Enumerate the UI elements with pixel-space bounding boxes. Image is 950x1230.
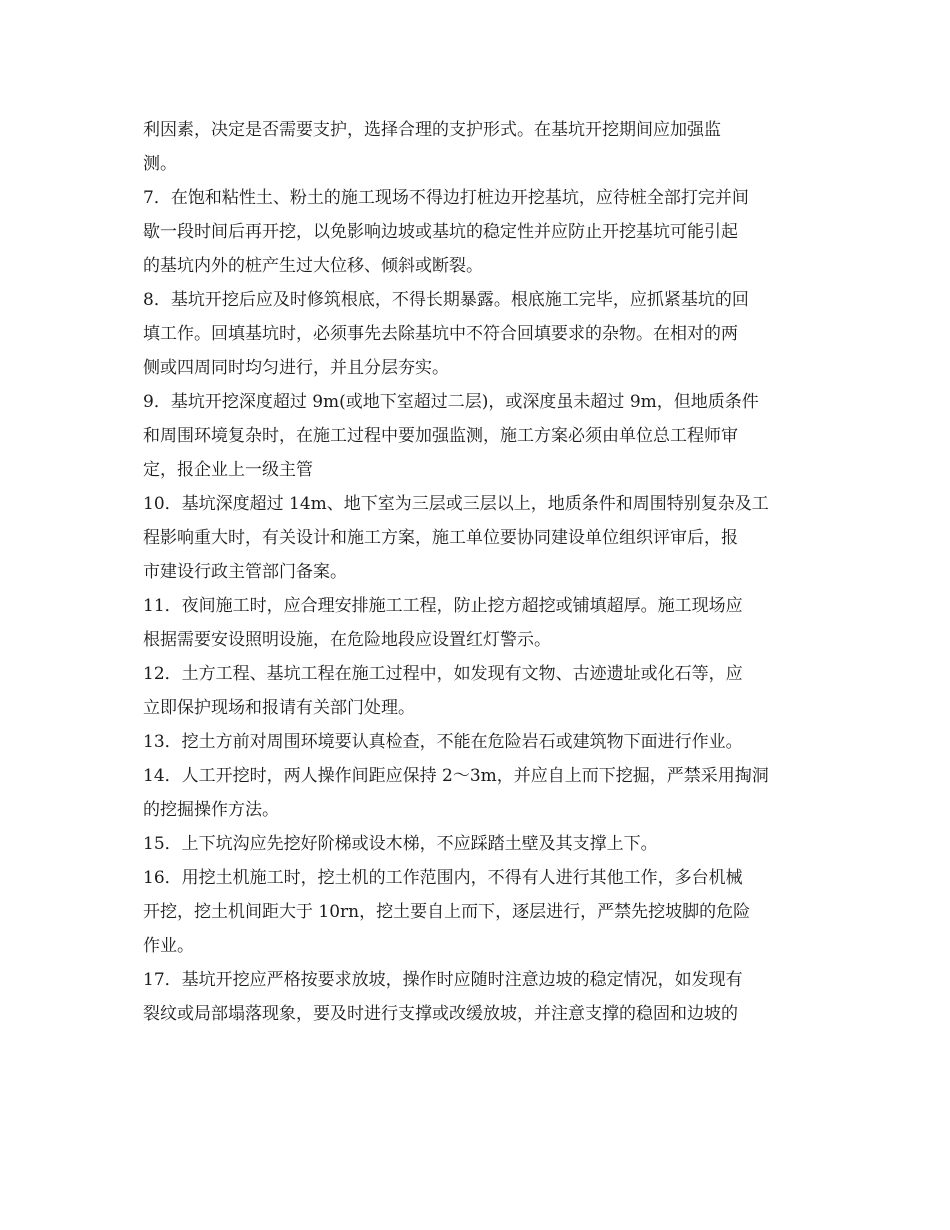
paragraph-item-8 [143,283,815,385]
paragraph-item-10 [143,487,815,589]
text-line: 利因素，决定是否需要支护，选择合理的支护形式。在基坑开挖期间应加强监 [143,120,721,140]
text-line: 10．基坑深度超过 14m、地下室为三层或三层以上，地质条件和周围特别复杂及工 [143,494,769,514]
paragraph-item-16 [143,861,815,963]
text-line: 测。 [143,154,177,174]
text-line: 的基坑内外的桩产生过大位移、倾斜或断裂。 [143,256,483,276]
paragraph-continuation [143,113,815,181]
text-line: 裂纹或局部塌落现象，要及时进行支撑或改缓放坡，并注意支撑的稳固和边坡的 [143,1004,738,1024]
paragraph-item-17 [143,963,815,1031]
text-line: 作业。 [143,936,194,956]
document-body [143,113,815,1031]
text-line: 的挖掘操作方法。 [143,800,279,820]
text-line: 7．在饱和粘性土、粉土的施工现场不得边打桩边开挖基坑，应待桩全部打完并间 [143,188,749,208]
text-line: 17．基坑开挖应严格按要求放坡，操作时应随时注意边坡的稳定情况，如发现有 [143,970,743,990]
paragraph-item-15 [143,827,815,861]
text-line: 8．基坑开挖后应及时修筑根底，不得长期暴露。根底施工完毕，应抓紧基坑的回 [143,290,749,310]
text-line: 定，报企业上一级主管 [143,460,313,480]
paragraph-item-7 [143,181,815,283]
text-line: 14．人工开挖时，两人操作间距应保持 2～3m，并应自上而下挖掘，严禁采用掏洞 [143,766,769,786]
text-line: 歇一段时间后再开挖，以免影响边坡或基坑的稳定性并应防止开挖基坑可能引起 [143,222,738,242]
text-line: 填工作。回填基坑时，必须事先去除基坑中不符合回填要求的杂物。在相对的两 [143,324,738,344]
text-line: 立即保护现场和报请有关部门处理。 [143,698,415,718]
paragraph-item-12 [143,657,815,725]
paragraph-item-14 [143,759,815,827]
text-line: 13．挖土方前对周围环境要认真检查，不能在危险岩石或建筑物下面进行作业。 [143,732,743,752]
text-line: 根据需要安设照明设施，在危险地段应设置红灯警示。 [143,630,551,650]
paragraph-item-9 [143,385,815,487]
text-line: 9．基坑开挖深度超过 9m(或地下室超过二层)，或深度虽未超过 9m，但地质条件 [143,392,759,412]
paragraph-item-11 [143,589,815,657]
text-line: 16．用挖土机施工时，挖土机的工作范围内，不得有人进行其他工作，多台机械 [143,868,743,888]
text-line: 15．上下坑沟应先挖好阶梯或设木梯，不应踩踏土壁及其支撑上下。 [143,834,658,854]
text-line: 11．夜间施工时，应合理安排施工工程，防止挖方超挖或铺填超厚。施工现场应 [143,596,743,616]
text-line: 开挖，挖土机间距大于 10rn，挖土要自上而下，逐层进行，严禁先挖坡脚的危险 [143,902,751,922]
text-line: 12．土方工程、基坑工程在施工过程中，如发现有文物、古迹遗址或化石等，应 [143,664,743,684]
text-line: 程影响重大时，有关设计和施工方案，施工单位要协同建设单位组织评审后，报 [143,528,738,548]
text-line: 和周围环境复杂时，在施工过程中要加强监测，施工方案必须由单位总工程师审 [143,426,738,446]
paragraph-item-13 [143,725,815,759]
text-line: 侧或四周同时均匀进行，并且分层夯实。 [143,358,449,378]
text-line: 市建设行政主管部门备案。 [143,562,347,582]
